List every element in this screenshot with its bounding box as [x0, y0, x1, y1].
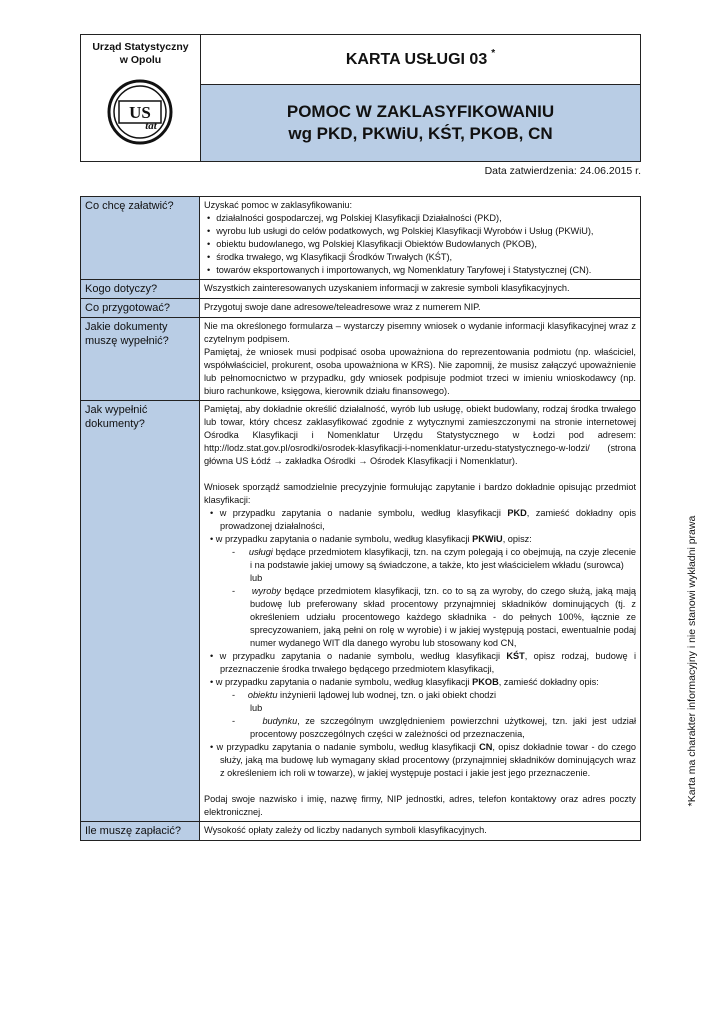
list-item: • wyrobu lub usługi do celów podatkowych, wg Polskiej Klasyfikacji Wyrobów i Usług (PKWiU),: [216, 225, 636, 238]
table-row: [81, 318, 641, 401]
list-item: • w przypadku zapytania o nadanie symbolu, według klasyfikacji PKD, zamieść dokładny opis prowadzonej działalności,: [210, 508, 636, 531]
header-box: [80, 34, 641, 162]
list-item: • w przypadku zapytania o nadanie symbolu, według klasyfikacji PKWiU, opisz:: [210, 534, 532, 544]
list-item: • towarów eksportowanych i importowanych, wg Nomenklatury Taryfowej i Statystycznej (CN).: [216, 264, 636, 277]
card-title: KARTA USŁUGI 03 *: [201, 35, 640, 85]
row-label: Co przygotować?: [81, 299, 200, 318]
office-cell: [81, 35, 201, 161]
office-name: Urząd Statystyczny w Opolu: [92, 41, 189, 66]
row-value: Wszystkich zainteresowanych uzyskaniem informacji w zakresie symboli klasyfikacyjnych.: [200, 280, 641, 299]
row-label: Jak wypełnić dokumenty?: [81, 401, 200, 822]
row-value: Nie ma określonego formularza – wystarczy pisemny wniosek o wydanie informacji klasyfikacyjnej wraz z czytelnym podpisem. Pamiętaj, że wniosek musi podpisać osoba upoważniona do reprezentowania podmiotu (np. właściciel, współwłaściciel, prokurent, osoba upoważniona w KRS). Nie zapomnij, że musisz załączyć upoważnienie lub pełnomocnictwo w przypadku, gdy wniosek podpisuje podmiot trzeci w imieniu wnioskodawcy (np. biuro rachunkowe, księgowa, kierownik działu finansowego).: [200, 318, 641, 401]
ustat-logo-icon: [107, 79, 173, 145]
table-row: [81, 197, 641, 280]
list-item: • środka trwałego, wg Klasyfikacji Środków Trwałych (KŚT),: [216, 251, 636, 264]
list-item: - usługi będące przedmiotem klasyfikacji, tzn. na czym polegają i co obejmują, na czyje zlecenie i na podstawie jakiej umowy są świadczone, a także, kto jest właścicielem wkładu (surowca): [232, 547, 637, 570]
list-item: • działalności gospodarczej, wg Polskiej Klasyfikacji Działalności (PKD),: [216, 212, 636, 225]
approval-date: Data zatwierdzenia: 24.06.2015 r.: [484, 165, 641, 177]
svg-text:tat: tat: [145, 120, 157, 132]
list-item: - budynku, ze szczególnym uwzględnieniem powierzchni użytkowej, tzn. jaki jest udział procentowy poszczególnych części w zależności od przeznaczenia,: [232, 716, 636, 739]
row-value: Pamiętaj, aby dokładnie określić działalność, wyrób lub usługę, obiekt budowlany, rodzaj środka trwałego lub towar, który chcesz zaklasyfikować zgodnie z wytycznymi zamieszczonymi na stronie internetowej Ośrodka Klasyfikacji i Nomenklatur Urzędu Statystycznego w Łodzi pod adresem: http://lodz.stat.gov.pl/osrodki/osrodek-klasyfikacji-i-nomenklatur-urzedu-statystycznego-w-lodzi/ (strona główna US Łódź → zakładka Ośrodki → Ośrodek Klasyfikacji i Nomenklatur). Wniosek sporządź samodzielnie precyzyjnie formułując zapytanie i bardzo dokładnie opisując przedmiot klasyfikacji: • w przypadku zapytania o nadanie symbolu, według klasyfikacji PKD, zamieść dokładny opis prowadzonej działalności, • w przypadku zapytania o nadanie symbolu, według klasyfikacji PKWiU, opisz: - usługi będące przedmiotem klasyfikacji, tzn. na czym polegają i co obejmują, na czyje zlecenie i na podstawie jakiej umowy są świadczone, a także, kto jest właścicielem wkładu (surowca) lub - wyroby będące przedmiotem klasyfikacji, tzn. co to są za wyroby, do czego służą, jaką mają budowę lub preferowany skład procentowy przynajmniej składników dominujących (tj. z określeniem udziału procentowego każdego składnika - do pełnych 100%, łącznie ze sprecyzowaniem, jaką pełni on rolę w wyrobie) i w jakiej występują postaci, ewentualnie podaj numer wydanego WIT dla danego wyrobu lub stosowany kod CN, • w przypadku zapytania o nadanie symbolu, według klasyfikacji KŚT, opisz rodzaj, budowę i przeznaczenie środka trwałego będącego przedmiotem klasyfikacji, • w przypadku zapytania o nadanie symbolu, według klasyfikacji PKOB, zamieść dokładny opis: - obiektu inżynierii lądowej lub wodnej, tzn. o jaki obiekt chodzi lub - budynku, ze szczególnym uwzględnieniem powierzchni użytkowej, tzn. jaki jest udział procentowy poszczególnych części w zależności od przeznaczenia, • w przypadku zapytania o nadanie symbolu, według klasyfikacji CN, opisz dokładnie towar - do czego służy, jaką ma budowę lub wymagany skład procentowy (przynajmniej składników dominujących wraz z określeniem ich roli w towarze), w jakiej występuje postaci i jakie jest jego przeznaczenie. Podaj swoje nazwisko i imię, nazwę firmy, NIP jednostki, adres, telefon kontaktowy oraz adres poczty elektronicznej.: [200, 401, 641, 822]
row-value: Wysokość opłaty zależy od liczby nadanych symboli klasyfikacyjnych.: [200, 822, 641, 841]
classification-list: [204, 212, 636, 277]
table-row: [81, 401, 641, 822]
list-item: - obiektu inżynierii lądowej lub wodnej, tzn. o jaki obiekt chodzi: [232, 690, 497, 700]
table-row: [81, 822, 641, 841]
list-item: • w przypadku zapytania o nadanie symbolu, według klasyfikacji CN, opisz dokładnie towar - do czego służy, jaką ma budowę lub wymagany skład procentowy (przynajmniej składników dominujących wraz z określeniem ich roli w towarze), w jakiej występuje postaci i jakie jest jego przeznaczenie.: [210, 742, 636, 778]
row-label: Kogo dotyczy?: [81, 280, 200, 299]
table-row: [81, 299, 641, 318]
list-item: • w przypadku zapytania o nadanie symbolu, według klasyfikacji PKOB, zamieść dokładny opis:: [210, 677, 599, 687]
svg-text:US: US: [129, 103, 151, 122]
row-label: Ile muszę zapłacić?: [81, 822, 200, 841]
list-item: • obiektu budowlanego, wg Polskiej Klasyfikacji Obiektów Budowlanych (PKOB),: [216, 238, 636, 251]
list-item: - wyroby będące przedmiotem klasyfikacji, tzn. co to są za wyroby, do czego służą, jaką mają budowę lub preferowany skład procentowy przynajmniej składników dominujących (tj. z określeniem udziału procentowego każdego składnika - do pełnych 100%, łącznie ze sprecyzowaniem, jaką pełni on rolę w wyrobie) i w jakiej występują postaci, ewentualnie podaj numer wydanego WIT dla danego wyrobu lub stosowany kod CN,: [232, 586, 636, 648]
service-title: POMOC W ZAKLASYFIKOWANIU wg PKD, PKWiU, KŚT, PKOB, CN: [201, 85, 640, 161]
service-table: [80, 196, 641, 841]
row-value: Przygotuj swoje dane adresowe/teleadresowe wraz z numerem NIP.: [200, 299, 641, 318]
row-label: Jakie dokumenty muszę wypełnić?: [81, 318, 200, 401]
table-row: [81, 280, 641, 299]
list-item: • w przypadku zapytania o nadanie symbolu, według klasyfikacji KŚT, opisz rodzaj, budowę i przeznaczenie środka trwałego będącego przedmiotem klasyfikacji,: [210, 651, 636, 674]
row-label: Co chcę załatwić?: [81, 197, 200, 280]
row-value: Uzyskać pomoc w zaklasyfikowaniu: • działalności gospodarczej, wg Polskiej Klasyfikacji Działalności (PKD), • wyrobu lub usługi do celów podatkowych, wg Polskiej Klasyfikacji Wyrobów i Usług (PKWiU), • obiektu budowlanego, wg Polskiej Klasyfikacji Obiektów Budowlanych (PKOB), • środka trwałego, wg Klasyfikacji Środków Trwałych (KŚT), • towarów eksportowanych i importowanych, wg Nomenklatury Taryfowej i Statystycznej (CN).: [200, 197, 641, 280]
